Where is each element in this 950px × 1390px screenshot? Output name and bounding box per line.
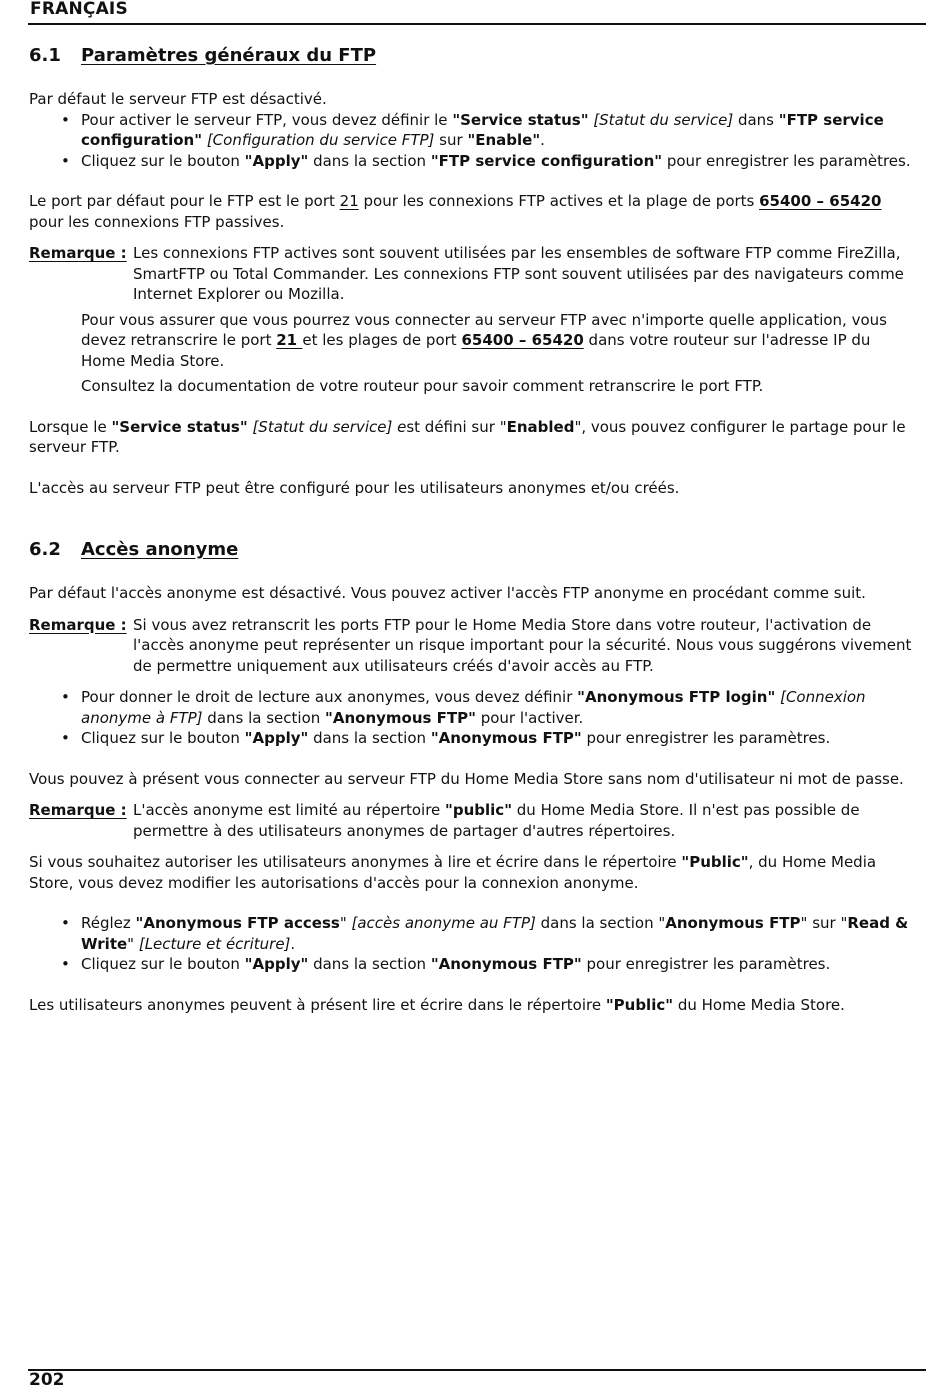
section-number: 6.2 xyxy=(29,539,61,560)
section-heading-6-2 xyxy=(29,538,919,562)
list-item: • Cliquez sur le bouton "Apply" dans la section "FTP service configuration" pour enregistrer les paramètres. xyxy=(61,151,911,170)
bullet-icon: • xyxy=(61,688,70,706)
paragraph-service-status: Lorsque le "Service status" [Statut du service] est défini sur "Enabled", vous pouvez configurer le partage pour le serveur FTP. xyxy=(29,417,906,456)
paragraph-intro: Par défaut le serveur FTP est désactivé. xyxy=(29,90,327,108)
remark-block xyxy=(29,800,919,841)
language-label: FRANÇAIS xyxy=(30,0,128,19)
bullet-list xyxy=(29,110,919,172)
paragraph-port-forwarding: Pour vous assurer que vous pourrez vous connecter au serveur FTP avec n'importe quelle application, vous devez retranscrire le port 21 et les plages de port 65400 – 65420 dans votre routeur sur l'adresse IP du Home Media Store. xyxy=(81,310,887,370)
remark-label: Remarque : xyxy=(29,244,127,262)
remark-block xyxy=(29,243,919,305)
paragraph-final: Les utilisateurs anonymes peuvent à présent lire et écrire dans le répertoire "Public" du Home Media Store. xyxy=(29,995,845,1014)
bullet-list xyxy=(29,913,919,975)
paragraph-router-docs: Consultez la documentation de votre routeur pour savoir comment retranscrire le port FTP. xyxy=(81,377,764,395)
page-number: 202 xyxy=(29,1370,65,1390)
bullet-icon: • xyxy=(61,729,70,747)
list-item: • Cliquez sur le bouton "Apply" dans la section "Anonymous FTP" pour enregistrer les paramètres. xyxy=(61,729,831,747)
paragraph-anon-intro: Par défaut l'accès anonyme est désactivé. Vous pouvez activer l'accès FTP anonyme en procédant comme suit. xyxy=(29,584,866,602)
section-title: Accès anonyme xyxy=(81,539,239,560)
list-item: • Cliquez sur le bouton "Apply" dans la section "Anonymous FTP" pour enregistrer les paramètres. xyxy=(61,955,831,973)
bullet-list xyxy=(29,687,919,749)
remark-label: Remarque : xyxy=(29,615,127,634)
paragraph-connect: Vous pouvez à présent vous connecter au serveur FTP du Home Media Store sans nom d'utilisateur ni mot de passe. xyxy=(29,769,904,788)
page-header xyxy=(28,0,926,25)
list-item: • Réglez "Anonymous FTP access" [accès anonyme au FTP] dans la section "Anonymous FTP" sur "Read & Write" [Lecture et écriture]. xyxy=(61,914,909,953)
section-heading-6-1 xyxy=(29,44,919,68)
remark-text: Les connexions FTP actives sont souvent utilisées par les ensembles de software FTP comme FireZilla, SmartFTP ou Total Commander. Les connexions FTP sont souvent utilisées par des navigateurs comme Internet Explorer ou Mozilla. xyxy=(133,244,904,303)
section-number: 6.1 xyxy=(29,45,61,66)
remark-block xyxy=(29,615,919,677)
remark-text: L'accès anonyme est limité au répertoire "public" du Home Media Store. Il n'est pas possible de permettre à des utilisateurs anonymes de partager d'autres répertoires. xyxy=(133,801,860,840)
list-item: • Pour donner le droit de lecture aux anonymes, vous devez définir "Anonymous FTP login" [Connexion anonyme à FTP] dans la section "Anonymous FTP" pour l'activer. xyxy=(61,688,866,727)
bullet-icon: • xyxy=(61,955,70,973)
list-item: • Pour activer le serveur FTP, vous devez définir le "Service status" [Statut du service] dans "FTP service configuration" [Configuration du service FTP] sur "Enable". xyxy=(61,110,884,149)
paragraph-read-write: Si vous souhaitez autoriser les utilisateurs anonymes à lire et écrire dans le répertoire "Public", du Home Media Store, vous devez modifier les autorisations d'accès pour la connexion anonyme. xyxy=(29,853,877,892)
bullet-icon: • xyxy=(61,151,70,170)
remark-text: Si vous avez retranscrit les ports FTP pour le Home Media Store dans votre routeur, l'activation de l'accès anonyme peut représenter un risque important pour la sécurité. Nous vous suggérons vivement de permettre uniquement aux utilisateurs créés d'avoir accès au FTP. xyxy=(133,615,912,675)
bullet-icon: • xyxy=(61,914,70,932)
paragraph-access: L'accès au serveur FTP peut être configuré pour les utilisateurs anonymes et/ou créés. xyxy=(29,478,680,497)
section-title: Paramètres généraux du FTP xyxy=(81,45,377,66)
page-footer-rule xyxy=(28,1369,926,1371)
bullet-icon: • xyxy=(61,110,70,129)
remark-label: Remarque : xyxy=(29,801,127,819)
document-body xyxy=(29,44,919,1015)
paragraph-default-port: Le port par défaut pour le FTP est le port 21 pour les connexions FTP actives et la plage de ports 65400 – 65420 pour les connexions FTP passives. xyxy=(29,192,882,231)
